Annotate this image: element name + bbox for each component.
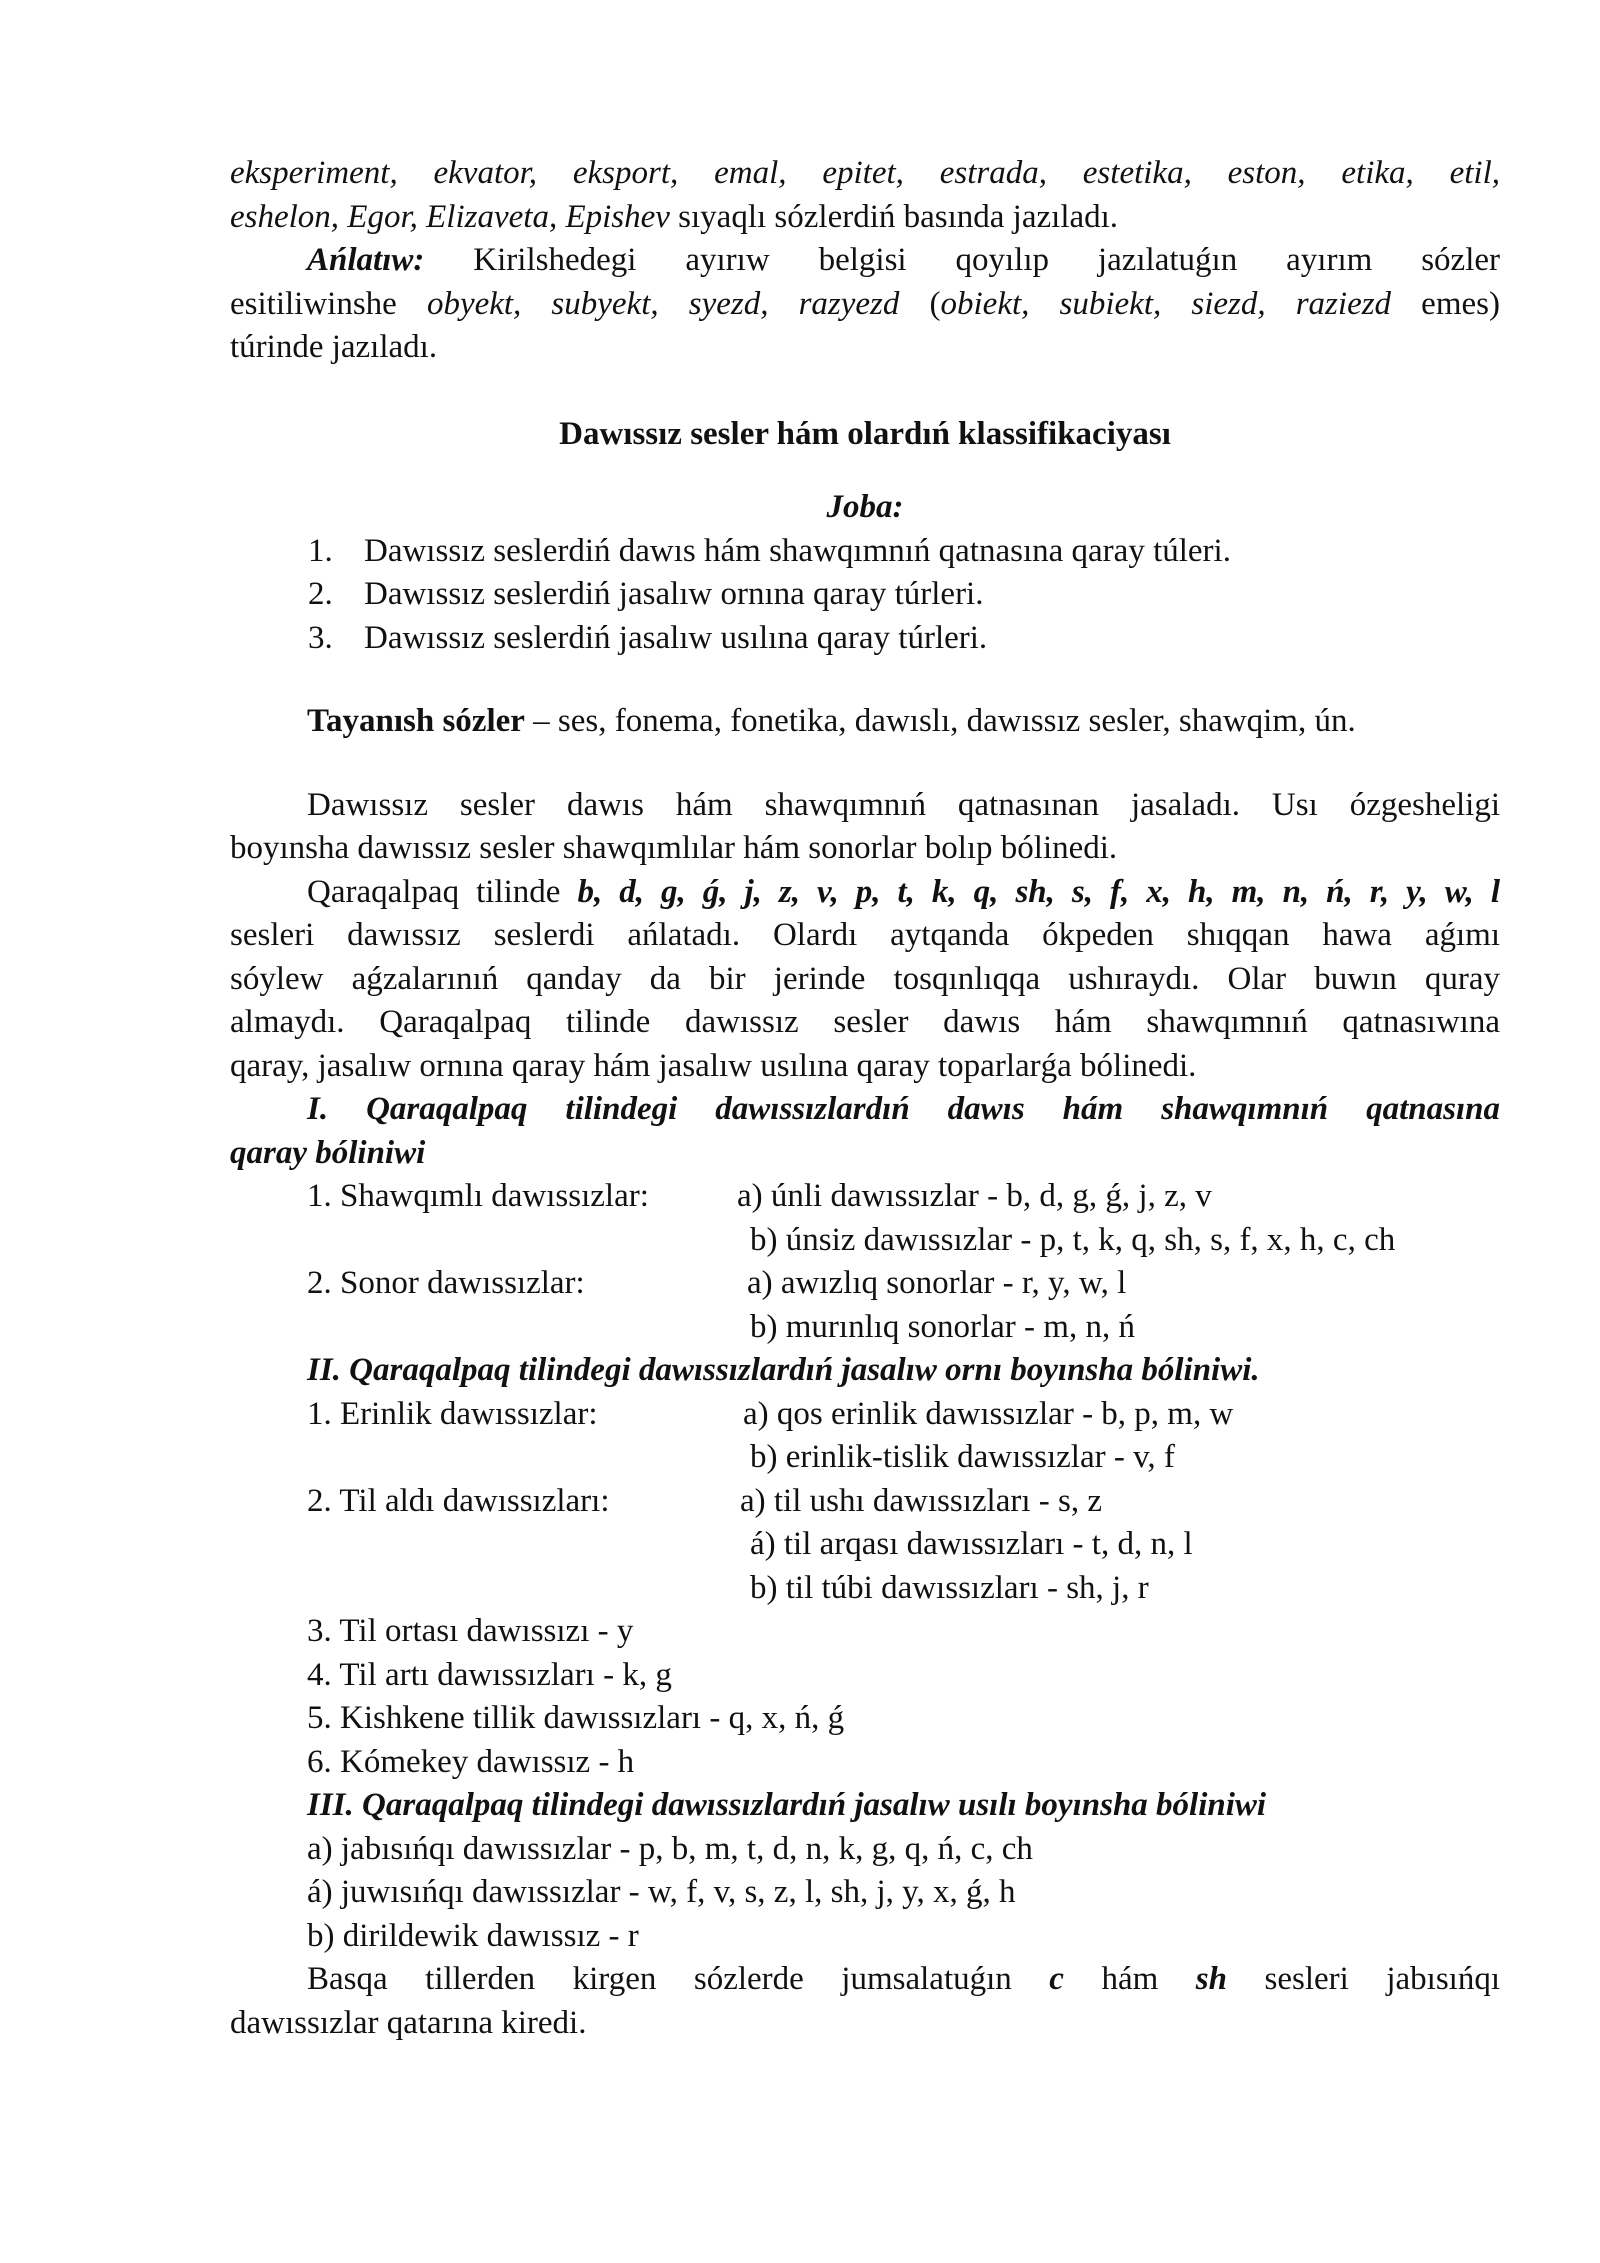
intro-examples-2: eshelon, Egor, Elizaveta, Epishev xyxy=(230,198,670,235)
plan-item xyxy=(230,573,1500,617)
p2-line-5: qaray, jasalıw ornına qaray hám jasalıw usılına qaray toparlarǵa bólinedi. xyxy=(230,1047,1197,1084)
part1-subgroup: a) awızlıq sonorlar - r, y, w, l xyxy=(747,1265,1127,1301)
document-page xyxy=(230,152,1500,2045)
plan-item-number: 3. xyxy=(308,619,333,656)
part2-subgroup: a) qos erinlik dawıssızlar - b, p, m, w xyxy=(743,1395,1234,1432)
part1-group-label: 2. Sonor dawıssızlar: xyxy=(307,1265,585,1301)
p2-line-4: almaydı. Qaraqalpaq tilinde dawıssız sesler dawıs hám shawqımnıń qatnasıwına xyxy=(230,1004,1500,1040)
note-line-2 xyxy=(230,283,1500,327)
note-label: Ańlatıw: xyxy=(307,242,425,278)
part1-heading: I. Qaraqalpaq tilindegi dawıssızlardıń dawıs hám shawqımnıń qatnasına xyxy=(307,1091,1500,1127)
part1-row-3 xyxy=(230,1262,1500,1306)
part1-row-4 xyxy=(230,1306,1500,1350)
intro-line-2-rest: sıyaqlı sózlerdiń basında jazıladı. xyxy=(669,198,1119,235)
part1-heading-2: qaray bóliniwi xyxy=(230,1134,426,1171)
plan-label: Joba: xyxy=(826,489,904,525)
plan-item-number: 2. xyxy=(308,576,333,612)
plan-list xyxy=(230,530,1500,661)
note-line-1 xyxy=(230,239,1500,283)
part2-row-4 xyxy=(230,1523,1500,1567)
part2-subgroup: á) til arqası dawıssızları - t, d, n, l xyxy=(750,1526,1193,1562)
keywords-line xyxy=(230,700,1500,744)
part3-item: a) jabısıńqı dawıssızlar - p, b, m, t, d, n, k, g, q, ń, c, ch xyxy=(307,1830,1033,1867)
p1-line-2: boyınsha dawıssız sesler shawqımlılar hám sonorlar bolıp bólinedi. xyxy=(230,830,1118,866)
part2-item: 3. Til ortası dawıssızı - y xyxy=(307,1613,634,1649)
part1-row-1 xyxy=(230,1175,1500,1219)
plan-item xyxy=(230,530,1500,574)
note-examples-1: obyekt, subyekt, syezd, razyezd xyxy=(426,285,900,322)
final-line-2: dawıssızlar qatarına kiredi. xyxy=(230,2004,587,2041)
plan-item-text: Dawıssız seslerdiń jasalıw ornına qaray túrleri. xyxy=(364,576,984,612)
plan-item-number: 1. xyxy=(308,532,333,569)
p2-letters: b, d, g, ǵ, j, z, v, p, t, k, q, sh, s, f, x, h, m, n, ń, r, y, w, l xyxy=(577,873,1500,910)
part1-subgroup: b) murınlıq sonorlar - m, n, ń xyxy=(750,1308,1135,1345)
part2-item: 4. Til artı dawıssızları - k, g xyxy=(307,1656,672,1693)
part1-subgroup: b) únsiz dawıssızlar - p, t, k, q, sh, s, f, x, h, c, ch xyxy=(750,1221,1396,1258)
p2-line-2: sesleri dawıssız seslerdi ańlatadı. Olardı aytqanda ókpeden shıqqan hawa aǵımı xyxy=(230,917,1500,953)
intro-line-2 xyxy=(230,196,1500,240)
part2-row-2 xyxy=(230,1436,1500,1480)
part2-heading: II. Qaraqalpaq tilindegi dawıssızlardıń jasalıw ornı boyınsha bóliniwi. xyxy=(307,1352,1260,1388)
note-text-2a: esitiliwinshe xyxy=(230,285,427,322)
section-title: Dawıssız sesler hám olardıń klassifikaciyası xyxy=(559,415,1171,452)
final-letter-c: c xyxy=(1049,1961,1064,1997)
final-letter-sh: sh xyxy=(1195,1961,1227,1997)
part2-row-5 xyxy=(230,1567,1500,1611)
p2-line-3: sóylew aǵzalarınıń qanday da bir jerinde tosqınlıqqa ushıraydı. Olar buwın quray xyxy=(230,960,1500,997)
note-text-2c: emes) xyxy=(1391,285,1500,322)
part3-item: á) juwısıńqı dawıssızlar - w, f, v, s, z, l, sh, j, y, x, ǵ, h xyxy=(307,1874,1016,1910)
part2-item: 5. Kishkene tillik dawıssızları - q, x, ń, ǵ xyxy=(307,1700,845,1736)
note-text: Kirilshedegi ayırıw belgisi qoyılıp jazılatuǵın ayırım sózler xyxy=(424,242,1500,278)
part3-item: b) dirildewik dawıssız - r xyxy=(307,1917,639,1954)
part3-heading: III. Qaraqalpaq tilindegi dawıssızlardıń jasalıw usılı boyınsha bóliniwi xyxy=(307,1787,1267,1823)
part2-subgroup: a) til ushı dawıssızları - s, z xyxy=(740,1482,1103,1519)
part1-subgroup: a) únli dawıssızlar - b, d, g, ǵ, j, z, v xyxy=(737,1178,1212,1214)
final-line-1 xyxy=(230,1958,1500,2002)
part2-group-label: 1. Erinlik dawıssızlar: xyxy=(307,1395,598,1432)
part2-group-label: 2. Til aldı dawıssızları: xyxy=(307,1482,610,1519)
final-text-d: sesleri jabısıńqı xyxy=(1227,1961,1500,1997)
note-line-3: túrinde jazıladı. xyxy=(230,329,438,365)
part2-subgroup: b) erinlik-tislik dawıssızlar - v, f xyxy=(750,1439,1175,1475)
plan-item-text: Dawıssız seslerdiń jasalıw usılına qaray túrleri. xyxy=(364,619,988,656)
p2-line-1 xyxy=(230,871,1500,915)
final-text-b: hám xyxy=(1063,1961,1196,1997)
part1-row-2 xyxy=(230,1219,1500,1263)
final-text-a: Basqa tillerden kirgen sózlerde jumsalatuǵın xyxy=(307,1961,1050,1997)
intro-line-1 xyxy=(230,152,1500,196)
note-examples-2: obiekt, subiekt, siezd, raziezd xyxy=(940,285,1392,322)
p2-text: Qaraqalpaq tilinde xyxy=(307,873,578,910)
part2-item: 6. Kómekey dawıssız - h xyxy=(307,1743,635,1780)
part2-subgroup: b) til túbi dawıssızları - sh, j, r xyxy=(750,1569,1149,1606)
p1-line-1: Dawıssız sesler dawıs hám shawqımnıń qatnasınan jasaladı. Usı ózgesheligi xyxy=(307,786,1500,823)
part2-row-3 xyxy=(230,1480,1500,1524)
intro-examples: eksperiment, ekvator, eksport, emal, epitet, estrada, estetika, eston, etika, etil, xyxy=(230,155,1500,191)
keywords-label: Tayanısh sózler xyxy=(307,703,525,739)
part1-group-label: 1. Shawqımlı dawıssızlar: xyxy=(307,1178,649,1214)
plan-item-text: Dawıssız seslerdiń dawıs hám shawqımnıń qatnasına qaray túleri. xyxy=(364,532,1231,569)
plan-item xyxy=(230,617,1500,661)
keywords-text: – ses, fonema, fonetika, dawıslı, dawıssız sesler, shawqim, ún. xyxy=(524,703,1356,739)
note-text-2b: ( xyxy=(899,285,941,322)
part2-row-1 xyxy=(230,1393,1500,1437)
